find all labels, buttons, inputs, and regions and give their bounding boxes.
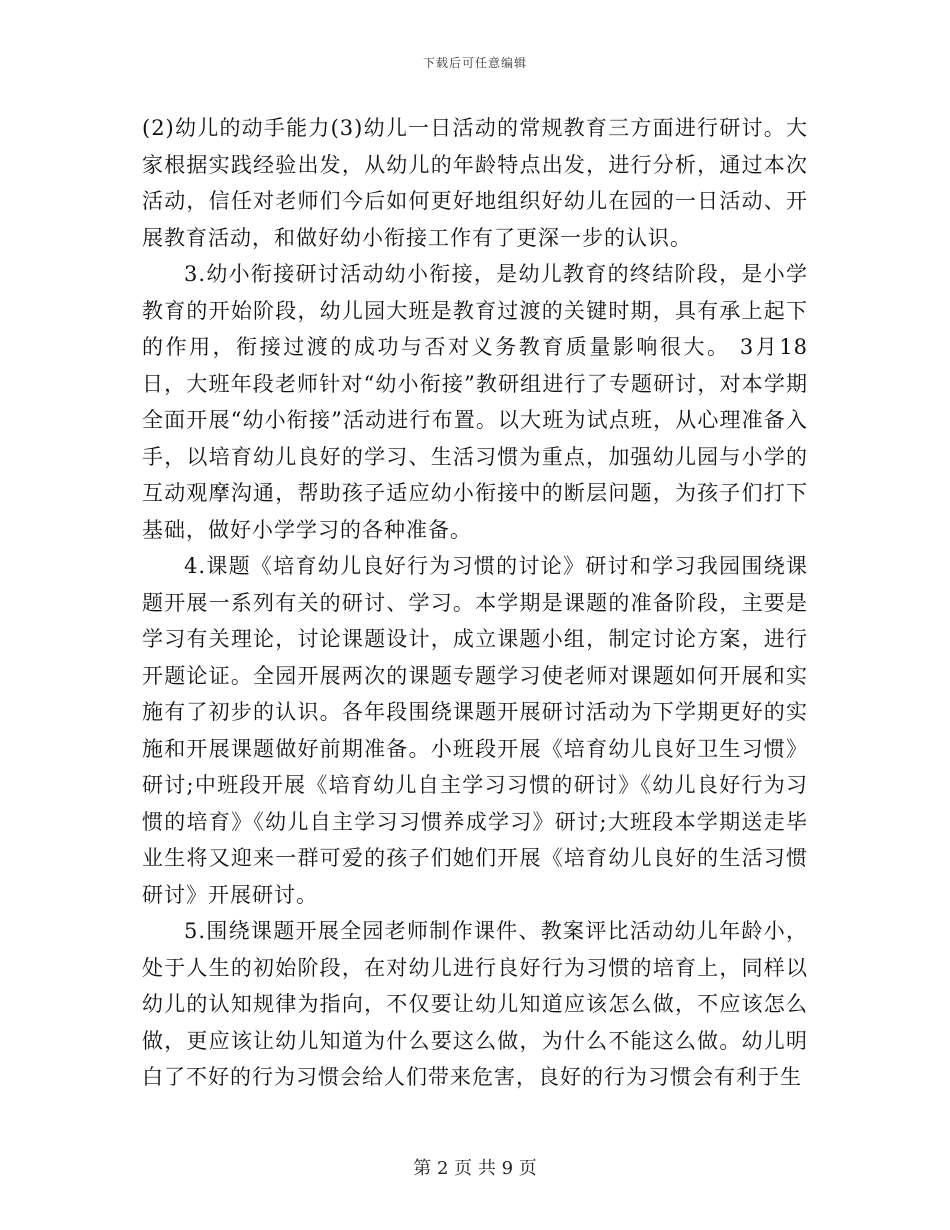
paragraph-1: (2)幼儿的动手能力(3)幼儿一日活动的常规教育三方面进行研讨。大家根据实践经验出发，从幼儿的年龄特点出发，进行分析，通过本次活动，信任对老师们今后如何更好地组织好幼儿在园的一日活动、开展教育活动，和做好幼小衔接工作有了更深一步的认识。	[142, 116, 808, 250]
page-footer: 第 2 页 共 9 页	[413, 1158, 537, 1179]
body-text	[142, 110, 808, 1096]
paragraph-2: 3.幼小衔接研讨活动幼小衔接，是幼儿教育的终结阶段，是小学教育的开始阶段，幼儿园大班是教育过渡的关键时期，具有承上起下的作用，衔接过渡的成功与否对义务教育质量影响很大。 3月18日，大班年段老师针对“幼小衔接”教研组进行了专题研讨，对本学期全面开展“幼小衔接”活动进行布置。以大班为试点班，从心理准备入手，以培育幼儿良好的学习、生活习惯为重点，加强幼儿园与小学的互动观摩沟通，帮助孩子适应幼小衔接中的断层问题，为孩子们打下基础，做好小学学习的各种准备。	[142, 262, 808, 542]
paragraph-3: 4.课题《培育幼儿良好行为习惯的讨论》研讨和学习我园围绕课题开展一系列有关的研讨、学习。本学期是课题的准备阶段，主要是学习有关理论，讨论课题设计，成立课题小组，制定讨论方案，进行开题论证。全园开展两次的课题专题学习使老师对课题如何开展和实施有了初步的认识。各年段围绕课题开展研讨活动为下学期更好的实施和开展课题做好前期准备。小班段开展《培育幼儿良好卫生习惯》研讨;中班段开展《培育幼儿自主学习习惯的研讨》《幼儿良好行为习惯的培育》《幼儿自主学习习惯养成学习》研讨;大班段本学期送走毕业生将又迎来一群可爱的孩子们她们开展《培育幼儿良好的生活习惯研讨》开展研讨。	[142, 554, 808, 907]
paragraph-4: 5.围绕课题开展全园老师制作课件、教案评比活动幼儿年龄小，处于人生的初始阶段，在对幼儿进行良好行为习惯的培育上，同样以幼儿的认知规律为指向，不仅要让幼儿知道应该怎么做，不应该怎么做，更应该让幼儿知道为什么要这么做，为什么不能这么做。幼儿明白了不好的行为习惯会给人们带来危害，良好的行为习惯会有利于生	[142, 919, 808, 1089]
page-header: 下载后可任意编辑	[422, 56, 527, 70]
